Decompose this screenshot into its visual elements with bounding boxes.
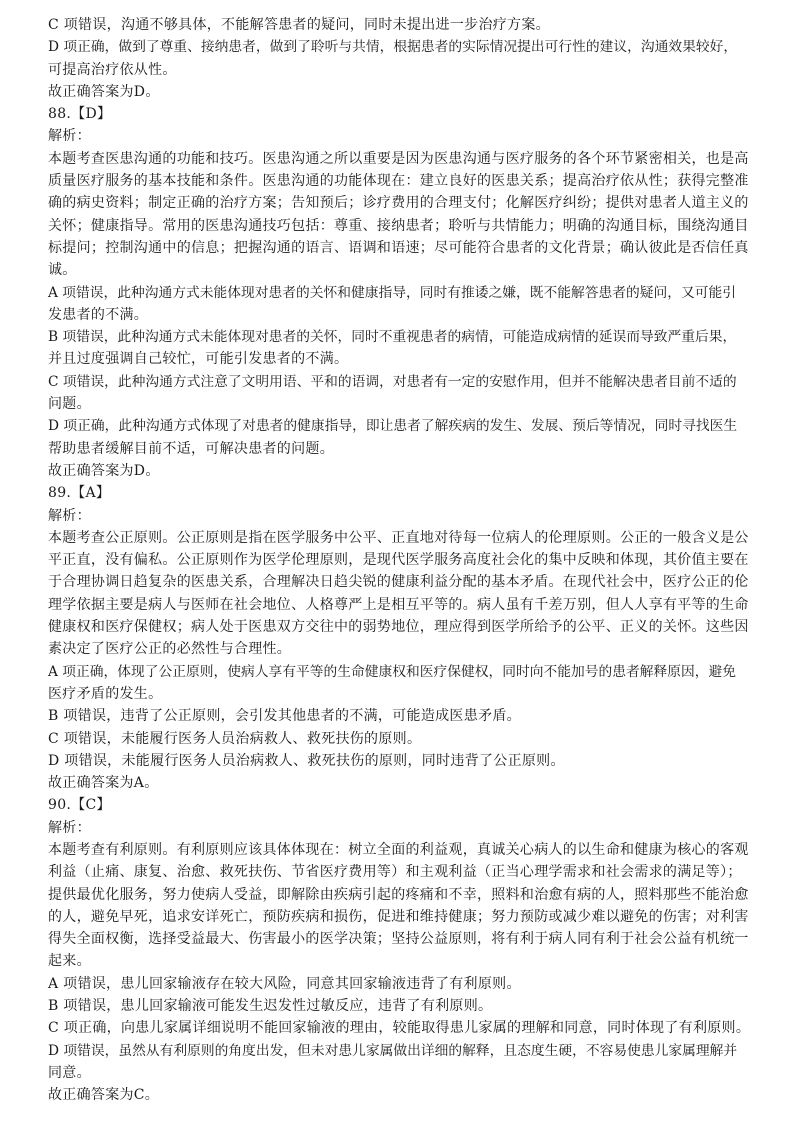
text-line: 故正确答案为D。 [48,83,160,100]
text-line: D 项正确，做到了尊重、接纳患者，做到了聆听与共情，根据患者的实际情况提出可行性的建议，沟通效果较好， [48,39,738,56]
text-line: 起来。 [48,953,91,970]
text-line: A 项错误，患儿回家输液存在较大风险，同意其回家输液违背了有利原则。 [48,975,521,992]
text-line: 90.【C】 [48,797,111,814]
text-line: 于合理协调日趋复杂的医患关系，合理解决日趋尖锐的健康利益分配的基本矛盾。在现代社会中，医疗公正的伦 [48,574,749,591]
text-line: 素决定了医疗公正的必然性与合理性。 [48,641,292,658]
text-line: 89.【A】 [48,485,111,502]
text-line: 标提问；控制沟通中的信息；把握沟通的语言、语调和语速；尽可能符合患者的文化背景；确认彼此是否信任真 [48,239,749,256]
text-line: 的人，避免早死，追求安详死亡，预防疾病和损伤，促进和维持健康；努力预防或减少难以避免的伤害；对利害 [48,908,749,925]
text-line: 发患者的不满。 [48,306,149,323]
text-line: 本题考查医患沟通的功能和技巧。医患沟通之所以重要是因为医患沟通与医疗服务的各个环节紧密相关，也是高 [48,150,749,167]
text-line: 诚。 [48,262,77,279]
text-line: 关怀；健康指导。常用的医患沟通技巧包括：尊重、接纳患者；聆听与共情能力；明确的沟通目标，围绕沟通目 [48,217,749,234]
text-line: D 项错误，未能履行医务人员治病救人、救死扶伤的原则，同时违背了公正原则。 [48,752,565,769]
text-line: 确的病史资料；制定正确的治疗方案；告知预后；诊疗费用的合理支付；化解医疗纠纷；提供对患者人道主义的 [48,195,749,212]
text-line: B 项错误，此种沟通方式未能体现对患者的关怀，同时不重视患者的病情，可能造成病情的延误而导致严重后果， [48,329,737,346]
text-line: C 项错误，此种沟通方式注意了文明用语、平和的语调，对患者有一定的安慰作用，但并不能解决患者目前不适的 [48,373,737,390]
text-line: 故正确答案为C。 [48,1087,160,1104]
text-line: 健康权和医疗保健权；病人处于医患双方交往中的弱势地位，理应得到医学所给予的公平、正义的关怀。这些因 [48,619,749,636]
text-line: B 项错误，违背了公正原则，会引发其他患者的不满，可能造成医患矛盾。 [48,708,521,725]
text-line: C 项错误，未能履行医务人员治病救人、救死扶伤的原则。 [48,730,422,747]
text-line: 88.【D】 [48,106,112,123]
text-line: 解析： [48,507,91,524]
text-line: D 项错误，虽然从有利原则的角度出发，但未对患儿家属做出详细的解释，且态度生硬，不容易使患儿家属理解并 [48,1042,738,1059]
text-line: B 项错误，患儿回家输液可能发生迟发性过敏反应，违背了有利原则。 [48,998,493,1015]
text-line: 利益（止痛、康复、治愈、救死扶伤、节省医疗费用等）和主观利益（正当心理学需求和社会需求的满足等）； [48,864,742,881]
text-line: 帮助患者缓解目前不适，可解决患者的问题。 [48,440,334,457]
text-line: D 项正确，此种沟通方式体现了对患者的健康指导，即让患者了解疾病的发生、发展、预后等情况，同时寻找医生 [48,418,738,435]
text-line: 平正直，没有偏私。公正原则作为医学伦理原则，是现代医学服务高度社会化的集中反映和体现，其价值主要在 [48,552,749,569]
text-line: 故正确答案为D。 [48,462,160,479]
text-line: 理学依据主要是病人与医师在社会地位、人格尊严上是相互平等的。病人虽有千差万别，但人人享有平等的生命 [48,596,749,613]
text-line: 问题。 [48,396,91,413]
text-line: 可提高治疗依从性。 [48,61,177,78]
text-line: A 项正确，体现了公正原则，使病人享有平等的生命健康权和医疗保健权，同时向不能加号的患者解释原因，避免 [48,663,737,680]
text-line: 解析： [48,128,91,145]
text-line: 同意。 [48,1064,91,1081]
text-line: 本题考查公正原则。公正原则是指在医学服务中公平、正直地对待每一位病人的伦理原则。公正的一般含义是公 [48,529,749,546]
text-line: 并且过度强调自己较忙，可能引发患者的不满。 [48,351,349,368]
text-line: 得失全面权衡，选择受益最大、伤害最小的医学决策；坚持公益原则，将有利于病人同有利于社会公益有机统一 [48,931,749,948]
text-line: 医疗矛盾的发生。 [48,685,163,702]
text-line: A 项错误，此种沟通方式未能体现对患者的关怀和健康指导，同时有推诿之嫌，既不能解答患者的疑问，又可能引 [48,284,737,301]
text-line: C 项正确，向患儿家属详细说明不能回家输液的理由，较能取得患儿家属的理解和同意，同时体现了有利原则。 [48,1020,751,1037]
text-line: C 项错误，沟通不够具体，不能解答患者的疑问，同时未提出进一步治疗方案。 [48,17,550,33]
text-line: 质量医疗服务的基本技能和条件。医患沟通的功能体现在：建立良好的医患关系；提高治疗依从性；获得完整准 [48,173,749,190]
text-line: 提供最优化服务，努力使病人受益，即解除由疾病引起的疼痛和不幸，照料和治愈有病的人，照料那些不能治愈 [48,886,749,903]
text-line: 本题考查有利原则。有利原则应该具体体现在：树立全面的利益观，真诚关心病人的以生命和健康为核心的客观 [48,841,749,858]
text-line: 解析： [48,819,91,836]
text-line: 故正确答案为A。 [48,775,159,792]
